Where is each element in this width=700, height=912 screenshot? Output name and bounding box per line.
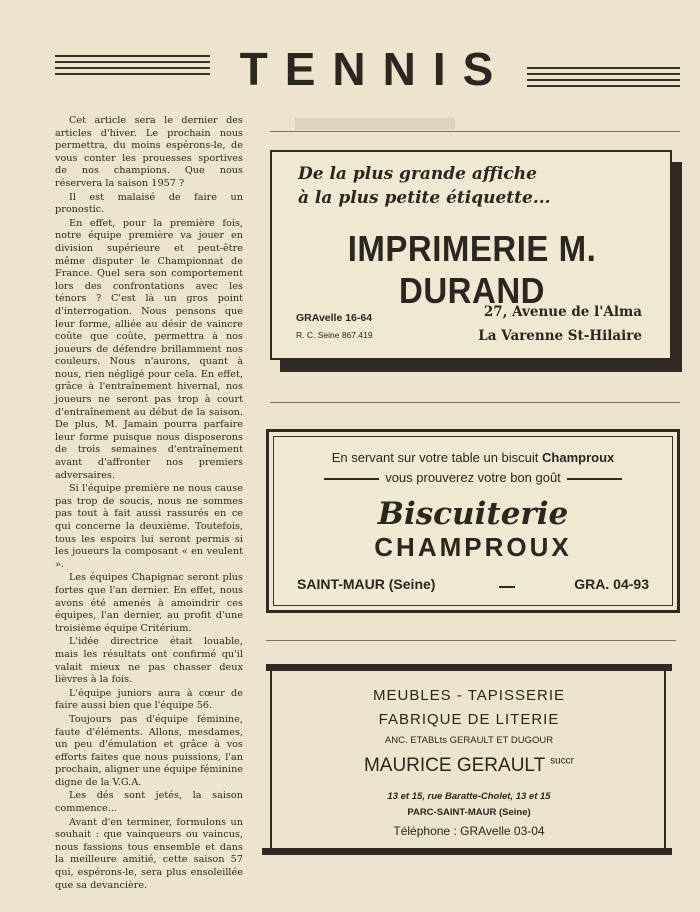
ad-company-name: IMPRIMERIE M. DURAND [347, 228, 597, 311]
ad-company-name [266, 755, 672, 777]
article-paragraph: L'équipe juniors aura à cœur de faire aussi bien que l'équipe 56. [55, 687, 243, 712]
divider-line [266, 640, 676, 641]
article-paragraph: Les équipes Chapignac seront plus fortes que l'an dernier. En effet, nous avons été amenés à amoindrir ces équipes, l'an dernier, au profit d'une troisième équipe Critérium. [55, 572, 243, 634]
ad-city: SAINT-MAUR (Seine) [297, 576, 436, 592]
article-paragraph: Cet article sera le dernier des articles d'hiver. Le prochain nous permettra, du moins espérons-le, de vous conter les prouesses sportives de nos champions. Que nous réservera la saison 1957 ? [55, 115, 243, 189]
article-paragraph: Si l'équipe première ne nous cause pas trop de soucis, nous ne sommes pas tout à fait aussi rassurés en ce qui concerne la deuxième. Toutefois, tous les espoirs lui seront permis si les joueurs la composant « en veulent ». [55, 483, 243, 570]
ad-line: ANC. ETABLts GERAULT ET DUGOUR [384, 735, 554, 746]
divider-line [270, 131, 680, 132]
ad-tagline-line2 [269, 470, 677, 485]
ad-slogan-line2: à la plus petite étiquette... [298, 188, 551, 208]
ad-line: MEUBLES - TAPISSERIE [373, 687, 565, 704]
ad-address-line1: 27, Avenue de l'Alma [483, 304, 642, 320]
ad-phone: Téléphone : GRAvelle 03-04 [393, 824, 545, 838]
ad-maurice-gerault [266, 671, 672, 848]
divider-line [270, 402, 680, 403]
ad-registration: R. C. Seine 867.419 [296, 330, 373, 340]
ad-line: FABRIQUE DE LITERIE [378, 711, 560, 728]
dash-rule [499, 586, 515, 588]
ad-script-title: Biscuiterie [377, 496, 569, 532]
ad-city: PARC-SAINT-MAUR (Seine) [407, 807, 531, 818]
ad-tagline-text: vous prouverez votre bon goût [385, 470, 561, 485]
ad-imprimerie-durand [270, 150, 672, 360]
article-paragraph: En effet, pour la première fois, notre équipe première va jouer en division supérieure et peut-être même disputer le Championnat de France. Quel sera son comportement lors des confrontations avec les ténors ? C'est là un gros point d'interrogation. Nous pensons que leur forme, alliée au désir de vaincre coûte que coûte, permettra à nos joueurs de défendre brillamment nos couleurs. Nous n'aurons, quant à nous, rien négligé pour cela. En effet, grâce à l'entraînement hivernal, nos joueurs ne seront pas trop à court d'entraînement au début de la saison. De plus, M. Jamain pourra parfaire leur forme puisque nous disposerons de trois semaines d'entraînement avant d'affronter nos premiers adversaires. [55, 217, 243, 481]
header-rules-left [55, 55, 210, 79]
article-paragraph: Les dés sont jetés, la saison commence... [55, 790, 243, 815]
ad-address-line2: La Varenne St-Hilaire [478, 328, 642, 344]
ad-tagline-text: En servant sur votre table un biscuit [331, 450, 539, 465]
ad-top-bar [266, 664, 672, 671]
article-paragraph: Il est malaisé de faire un pronostic. [55, 191, 243, 216]
ad-address: 13 et 15, rue Baratte-Cholet, 13 et 15 [387, 791, 551, 802]
header-rules-right [527, 67, 680, 91]
ad-successor-mark: succr [550, 755, 575, 767]
article-paragraph: L'idée directrice était louable, mais les résultats ont confirmé qu'il valait mieux ne pas chasser deux lièvres à la fois. [55, 636, 243, 686]
ad-phone: GRAvelle 16-64 [296, 312, 373, 324]
show-through-smudge [295, 118, 455, 130]
article-paragraph: Avant d'en terminer, formulons un souhait : que vainqueurs ou vaincus, nous fassions tous ensemble et dans la meilleure amitié, cette saison 57 qui, espérons-le, sera plus ensoleillée que sa devancière. [55, 816, 243, 891]
ad-phone: GRA. 04-93 [574, 576, 649, 592]
page-title: TENNIS [239, 43, 511, 95]
ad-biscuiterie-champroux [266, 429, 680, 613]
article-column [55, 115, 243, 893]
dash-rule [324, 478, 379, 480]
ad-tagline-line1 [269, 450, 677, 465]
ad-company-name: CHAMPROUX [374, 532, 572, 562]
ad-slogan-line1: De la plus grande affiche [298, 164, 537, 184]
article-paragraph: Toujours pas d'équipe féminine, faute d'éléments. Allons, mesdames, un peu d'émulation et grâce à vos efforts faites que nous puissions, l'an prochain, aligner une équipe féminine digne de la V.G.A. [55, 713, 243, 788]
ad-tagline-brand: Champroux [542, 450, 615, 465]
ad-company-name-text: MAURICE GERAULT [363, 755, 545, 776]
ad-bottom-bar [262, 848, 672, 855]
dash-rule [567, 478, 622, 480]
